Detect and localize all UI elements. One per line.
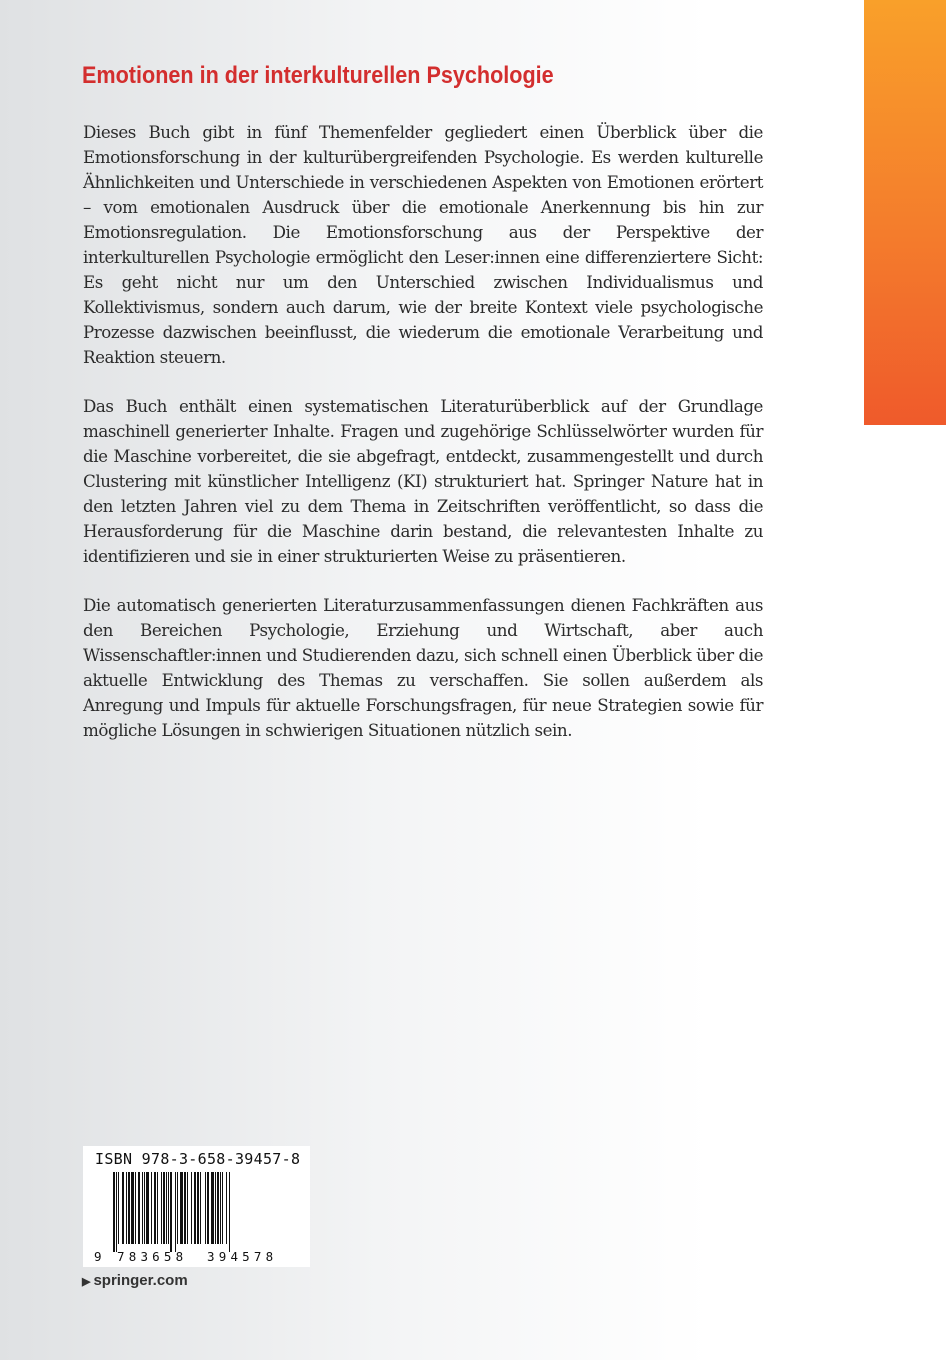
- blurb-paragraph-1: Dieses Buch gibt in fünf Themenfelder gegliedert einen Überblick über die Emotionsforschung in der kulturübergreifenden Psychologie. Es werden kulturelle Ähnlichkeiten und Unterschiede in verschiedenen Aspekten von Emotionen erörtert – vom emotionalen Ausdruck über die emotionale Anerkennung bis hin zur Emotionsregulation. Die Emotionsforschung aus der Perspektive der interkulturellen Psychologie ermöglicht den Leser:innen eine differenziertere Sicht: Es geht nicht nur um den Unterschied zwischen Individualismus und Kollektivismus, sondern auch darum, wie der breite Kontext viele psychologische Prozesse dazwischen beeinflusst, die wiederum die emotionale Verarbeitung und Reaktion steuern.: [83, 122, 763, 367]
- blurb-paragraph-3: Die automatisch generierten Literaturzusammenfassungen dienen Fachkräften aus den Bereichen Psychologie, Erziehung und Wirtschaft, aber auch Wissenschaftler:innen und Studierenden dazu, sich schnell einen Überblick über die aktuelle Entwicklung des Themas zu verschaffen. Sie sollen außerdem als Anregung und Impuls für aktuelle Forschungsfragen, für neue Strategien sowie für mögliche Lösungen in schwierigen Situationen nützlich sein.: [83, 595, 764, 740]
- barcode-left-digits: 783658: [117, 1249, 188, 1264]
- blurb-text: [83, 120, 763, 767]
- orange-accent-tab: [864, 0, 946, 425]
- barcode-right-digits: 394578: [207, 1249, 278, 1264]
- barcode-graphic: [83, 1172, 310, 1267]
- isbn-number: ISBN 978-3-658-39457-8: [95, 1150, 301, 1168]
- blurb-paragraph-2: Das Buch enthält einen systematischen Literaturüberblick auf der Grundlage maschinell generierter Inhalte. Fragen und zugehörige Schlüsselwörter wurden für die Maschine vorbereitet, die sie abgefragt, entdeckt, zusammengestellt und durch Clustering mit künstlicher Intelligenz (KI) strukturiert hat. Springer Nature hat in den letzten Jahren viel zu dem Thema in Zeitschriften veröffentlicht, so dass die Herausforderung für die Maschine darin bestand, die relevantesten Inhalte zu identifizieren und sie in einer strukturierten Weise zu präsentieren.: [83, 396, 763, 566]
- barcode-first-digit: 9: [94, 1249, 102, 1264]
- isbn-barcode-box: [83, 1146, 310, 1267]
- publisher-url: springer.com: [93, 1272, 188, 1289]
- barcode-bars: [113, 1172, 230, 1252]
- arrow-right-icon: ▶: [82, 1276, 91, 1288]
- book-title: Emotionen in der interkulturellen Psychologie: [82, 62, 554, 89]
- publisher-link[interactable]: [82, 1272, 188, 1289]
